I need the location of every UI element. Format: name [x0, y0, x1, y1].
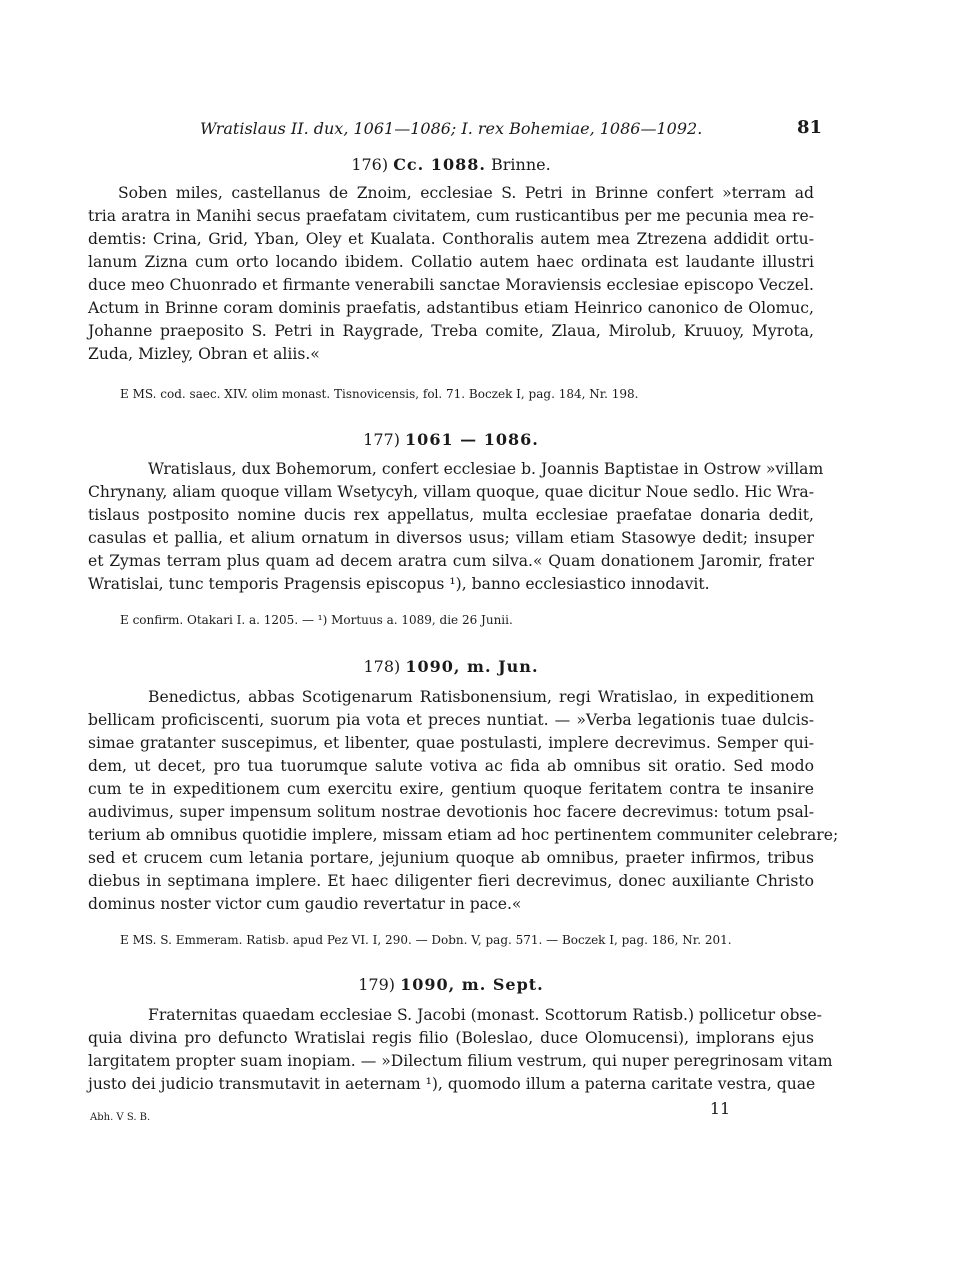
running-title: Wratislaus II. dux, 1061—1086; I. rex Bohemiae, 1086—1092.	[200, 119, 703, 138]
entry-title-179: 179) 1090, m. Sept.	[358, 975, 544, 994]
text-line: sed et crucem cum letania portare, jejunium quoque ab omnibus, praeter infirmos, tribus	[88, 849, 814, 867]
text-line: duce meo Chuonrado et firmante venerabili sanctae Moraviensis ecclesiae episcopo Veczel.	[88, 276, 814, 294]
source-note-178: E MS. S. Emmeram. Ratisb. apud Pez VI. I, 290. — Dobn. V, pag. 571. — Boczek I, pag. 186, Nr. 201.	[120, 933, 732, 947]
entry-date: 1090, m. Sept.	[400, 975, 544, 994]
text-line: tria aratra in Manihi secus praefatam civitatem, cum rusticantibus per me pecunia mea re-	[88, 207, 814, 225]
text-line: dem, ut decet, pro tua tuorumque salute votiva ac fida ab omnibus sit oratio. Sed modo	[88, 757, 814, 775]
entry-title-176: 176) Cc. 1088. Brinne.	[351, 155, 551, 174]
text-line: casulas et pallia, et alium ornatum in diversos usus; villam etiam Stasowye dedit; insuper	[88, 529, 814, 547]
text-line: terium ab omnibus quotidie implere, missam etiam ad hoc pertinentem communiter celebrare;	[88, 826, 839, 844]
text-line: diebus in septimana implere. Et haec diligenter fieri decrevimus, donec auxiliante Christo	[88, 872, 814, 890]
entry-text-179	[88, 1004, 833, 1096]
entry-date: 1090, m. Jun.	[405, 657, 539, 676]
text-line: lanum Zizna cum orto locando ibidem. Collatio autem haec ordinata est laudante illustri	[88, 253, 814, 271]
text-line: Chrynany, aliam quoque villam Wsetycyh, villam quoque, quae dicitur Noue sedlo. Hic Wra-	[88, 483, 814, 501]
source-note-176: E MS. cod. saec. XIV. olim monast. Tisnovicensis, fol. 71. Boczek I, pag. 184, Nr. 198.	[120, 387, 639, 401]
text-line: dominus noster victor cum gaudio revertatur in pace.«	[88, 895, 522, 913]
text-line: demtis: Crina, Grid, Yban, Oley et Kualata. Conthoralis autem mea Ztrezena addidit ortu-	[88, 230, 814, 248]
text-line: Johanne praeposito S. Petri in Raygrade, Treba comite, Zlaua, Mirolub, Kruuoy, Myrota,	[88, 322, 814, 340]
text-line: bellicam proficiscenti, suorum pia vota et preces nuntiat. — »Verba legationis tuae dulcis-	[88, 711, 814, 729]
entry-date: 1061 — 1086.	[405, 430, 539, 449]
source-note-177: E confirm. Otakari I. a. 1205. — ¹) Mortuus a. 1089, die 26 Junii.	[120, 613, 513, 627]
entry-text-176	[88, 182, 814, 366]
text-line: et Zymas terram plus quam ad decem aratra cum silva.« Quam donationem Jaromir, frater	[88, 552, 814, 570]
entry-title-177: 177) 1061 — 1086.	[363, 430, 539, 449]
text-line: tislaus postposito nomine ducis rex appellatus, multa ecclesiae praefatae donaria dedit,	[88, 506, 814, 524]
sheet-number: 11	[709, 1099, 731, 1118]
entry-text-177	[88, 458, 824, 596]
text-line: Benedictus, abbas Scotigenarum Ratisbonensium, regi Wratislao, in expeditionem	[148, 688, 814, 706]
text-line: quia divina pro defuncto Wratislai regis filio (Boleslao, duce Olomucensi), implorans ejus	[88, 1029, 814, 1047]
text-line: largitatem propter suam inopiam. — »Dilectum filium vestrum, qui nuper peregrinosam vitam	[88, 1052, 833, 1070]
entry-title-178: 178) 1090, m. Jun.	[363, 657, 539, 676]
text-line: audivimus, super impensum solitum nostrae devotionis hoc facere decrevimus: totum psal-	[88, 803, 814, 821]
text-line: Wratislai, tunc temporis Pragensis episcopus ¹), banno ecclesiastico innodavit.	[88, 575, 710, 593]
text-line: simae gratanter suscepimus, et libenter, quae postulasti, implere decrevimus. Semper qui-	[88, 734, 814, 752]
text-line: cum te in expeditionem cum exercitu exire, gentium quoque feritatem contra te insanire	[88, 780, 814, 798]
running-header	[200, 119, 820, 139]
entry-text-178	[88, 686, 839, 916]
signature-mark: Abh. V S. B.	[90, 1112, 151, 1123]
text-line: Fraternitas quaedam ecclesiae S. Jacobi (monast. Scottorum Ratisb.) pollicetur obse-	[148, 1006, 822, 1024]
text-line: Wratislaus, dux Bohemorum, confert ecclesiae b. Joannis Baptistae in Ostrow »villam	[148, 460, 824, 478]
text-line: Actum in Brinne coram dominis praefatis, adstantibus etiam Heinrico canonico de Olomuc,	[88, 299, 814, 317]
entry-date: Cc. 1088.	[393, 155, 486, 174]
text-line: Soben miles, castellanus de Znoim, ecclesiae S. Petri in Brinne confert »terram ad	[118, 184, 814, 202]
page-number: 81	[796, 117, 822, 138]
text-line: Zuda, Mizley, Obran et aliis.«	[88, 345, 320, 363]
text-line: justo dei judicio transmutavit in aeternam ¹), quomodo illum a paterna caritate vestra, quae	[88, 1075, 816, 1093]
